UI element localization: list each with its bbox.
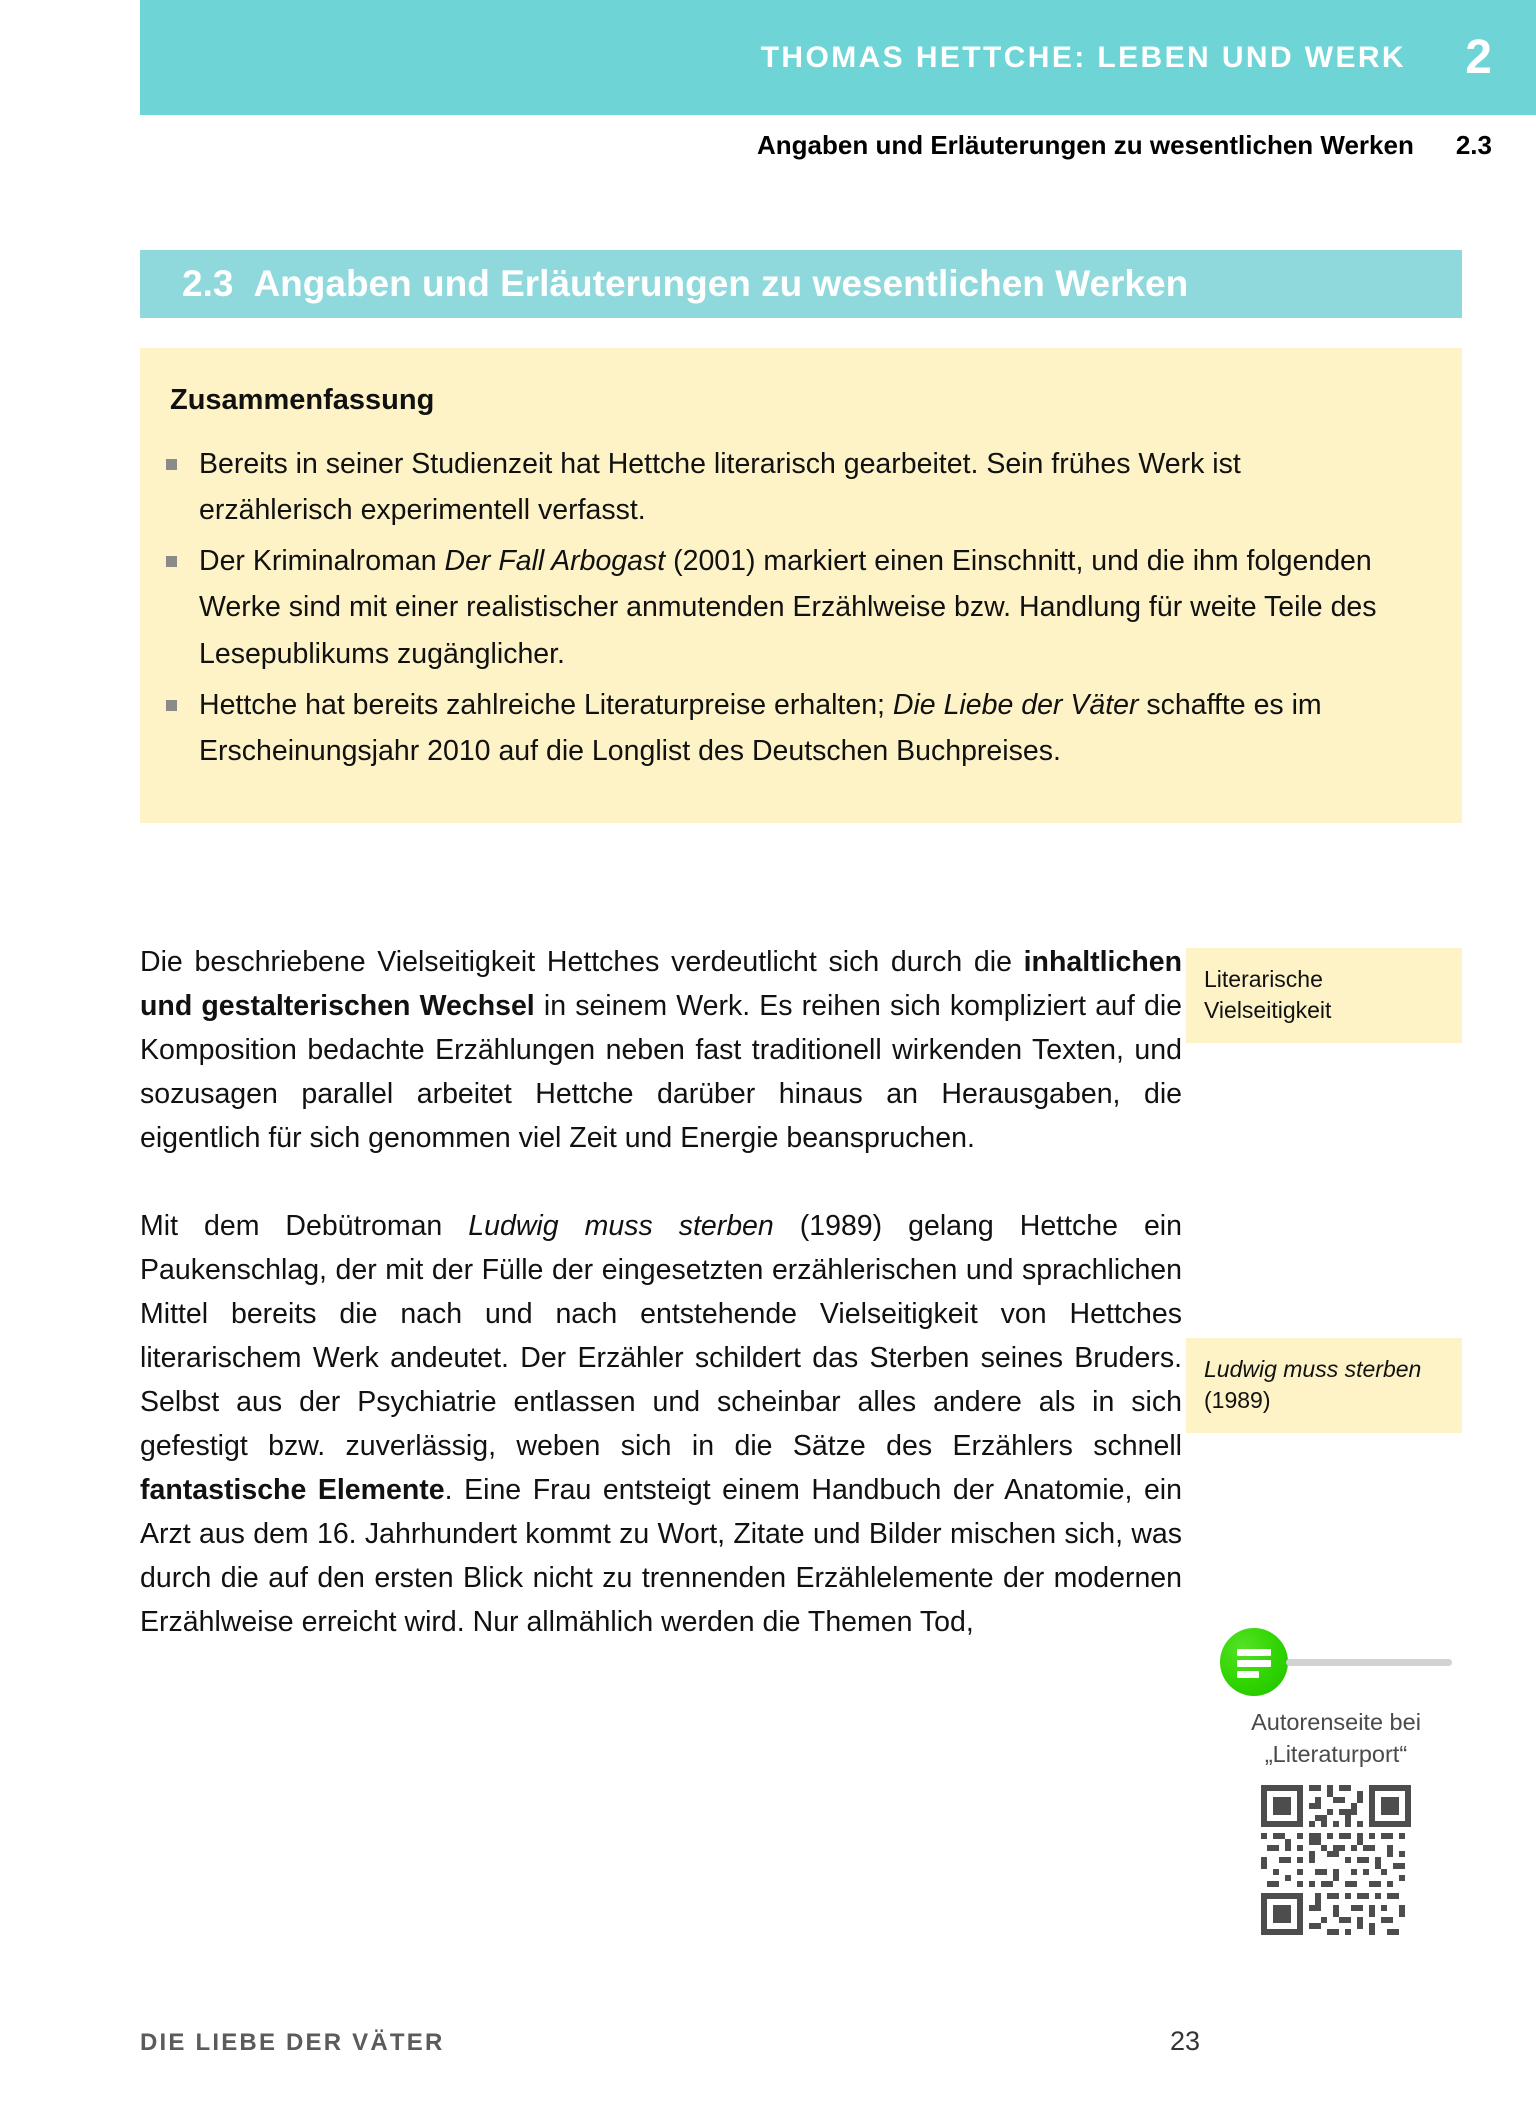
summary-bullet-item <box>162 441 1414 533</box>
text-run: Die Liebe der Väter <box>892 688 1139 721</box>
section-title: Angaben und Erläuterungen zu wesentlichen Werken <box>253 263 1189 304</box>
text-run: inhaltlichen und gestalterischen Wechsel <box>140 946 1182 1023</box>
page-footer <box>140 2026 1200 2057</box>
body-paragraph <box>140 940 1182 1160</box>
summary-bullet-list <box>162 441 1414 774</box>
text-run: Ludwig muss sterben <box>1204 1356 1422 1382</box>
author-link-caption-line-2: „Literaturport“ <box>1264 1741 1408 1768</box>
margin-note-literarische-vielseitigkeit <box>1186 948 1462 1043</box>
bullet-square-icon <box>166 556 177 567</box>
running-header-title: THOMAS HETTCHE: LEBEN UND WERK <box>760 40 1406 74</box>
text-run: (1989) <box>1204 1386 1271 1413</box>
qr-code[interactable] <box>1261 1785 1411 1935</box>
text-run: Hettche hat bereits zahlreiche Literaturpreise erhalten; <box>199 688 893 721</box>
running-header-bar <box>140 0 1536 115</box>
text-run: (1989) gelang Hettche ein Paukenschlag, der mit der Fülle der eingesetzten erzählerischen und sprachlichen Mittel bereits die nach und nach entstehende Vielseitigkeit von Hettches literarischem Werk andeutet. Der Erzähler schildert das Sterben seines Bruders. Selbst aus der Psychiatrie entlassen und scheinbar alles andere als in sich gefestigt bzw. zuverlässig, weben sich in die Sätze des Erzählers schnell <box>140 1210 1182 1463</box>
summary-box <box>140 348 1462 823</box>
summary-bullet-text <box>199 441 1384 533</box>
text-run: fantastische Elemente <box>140 1474 445 1507</box>
bullet-square-icon <box>166 700 177 711</box>
body-text-column <box>140 940 1182 1688</box>
text-run: Die beschriebene Vielseitigkeit Hettches verdeutlicht sich durch die <box>140 946 1024 978</box>
summary-heading: Zusammenfassung <box>170 384 435 416</box>
text-run: in seinem Werk. Es reihen sich kompliziert auf die Komposition bedachte Erzählungen neben fast traditionell wirkenden Texten, und sozusagen parallel arbeitet Hettche darüber hinaus an Herausgaben, die eigentlich für sich genommen viel Zeit und Energie beanspruchen. <box>140 990 1183 1155</box>
summary-bullet-item <box>162 682 1414 774</box>
text-run: Der Fall Arbogast <box>444 545 666 578</box>
summary-bullet-text <box>199 682 1384 774</box>
text-run: Literarische Vielseitigkeit <box>1204 966 1332 1023</box>
text-run: Ludwig muss sterben <box>468 1210 774 1243</box>
author-link-block <box>1186 1628 1486 1935</box>
running-header-chapter-number: 2 <box>1465 30 1492 84</box>
footer-page-number: 23 <box>1169 2026 1200 2056</box>
text-run: schaffte es im Erscheinungsjahr 2010 auf die Longlist des Deutschen Buchpreises. <box>199 688 1322 767</box>
text-run: Bereits in seiner Studienzeit hat Hettche literarisch gearbeitet. Sein frühes Werk ist erzählerisch experimentell verfasst. <box>199 448 1241 527</box>
text-run: (2001) markiert einen Einschnitt, und die ihm folgenden Werke sind mit einer realistischer anmutenden Erzählweise bzw. Handlung für weite Teile des Lesepublikums zugänglicher. <box>199 545 1377 670</box>
icon-rule-divider <box>1286 1659 1452 1666</box>
bullet-square-icon <box>166 459 177 470</box>
footer-book-title: DIE LIEBE DER VÄTER <box>140 2029 445 2056</box>
running-subheader-title: Angaben und Erläuterungen zu wesentlichen Werken <box>757 130 1414 160</box>
body-paragraph <box>140 1204 1182 1644</box>
summary-bullet-item <box>162 538 1414 676</box>
margin-note-ludwig-muss-sterben <box>1186 1338 1462 1433</box>
running-subheader <box>140 130 1536 161</box>
author-link-caption-line-1: Autorenseite bei <box>1251 1709 1421 1735</box>
running-subheader-number: 2.3 <box>1455 130 1492 160</box>
text-run: Der Kriminalroman <box>199 545 445 578</box>
text-run: . Eine Frau entsteigt einem Handbuch der Anatomie, ein Arzt aus dem 16. Jahrhundert kommt zu Wort, Zitate und Bilder mischen sich, was durch die auf den ersten Blick nicht zu trennenden Erzählelemente der modernen Erzählweise erreicht wird. Nur allmählich werden die Themen Tod, <box>140 1474 1182 1639</box>
author-link-icon-row <box>1220 1628 1486 1700</box>
section-title-band <box>140 250 1462 318</box>
literaturport-list-icon <box>1220 1628 1288 1696</box>
summary-bullet-text <box>199 538 1384 676</box>
author-link-caption <box>1186 1706 1486 1771</box>
section-number: 2.3 <box>182 263 234 304</box>
text-run: Mit dem Debütroman <box>140 1210 469 1243</box>
